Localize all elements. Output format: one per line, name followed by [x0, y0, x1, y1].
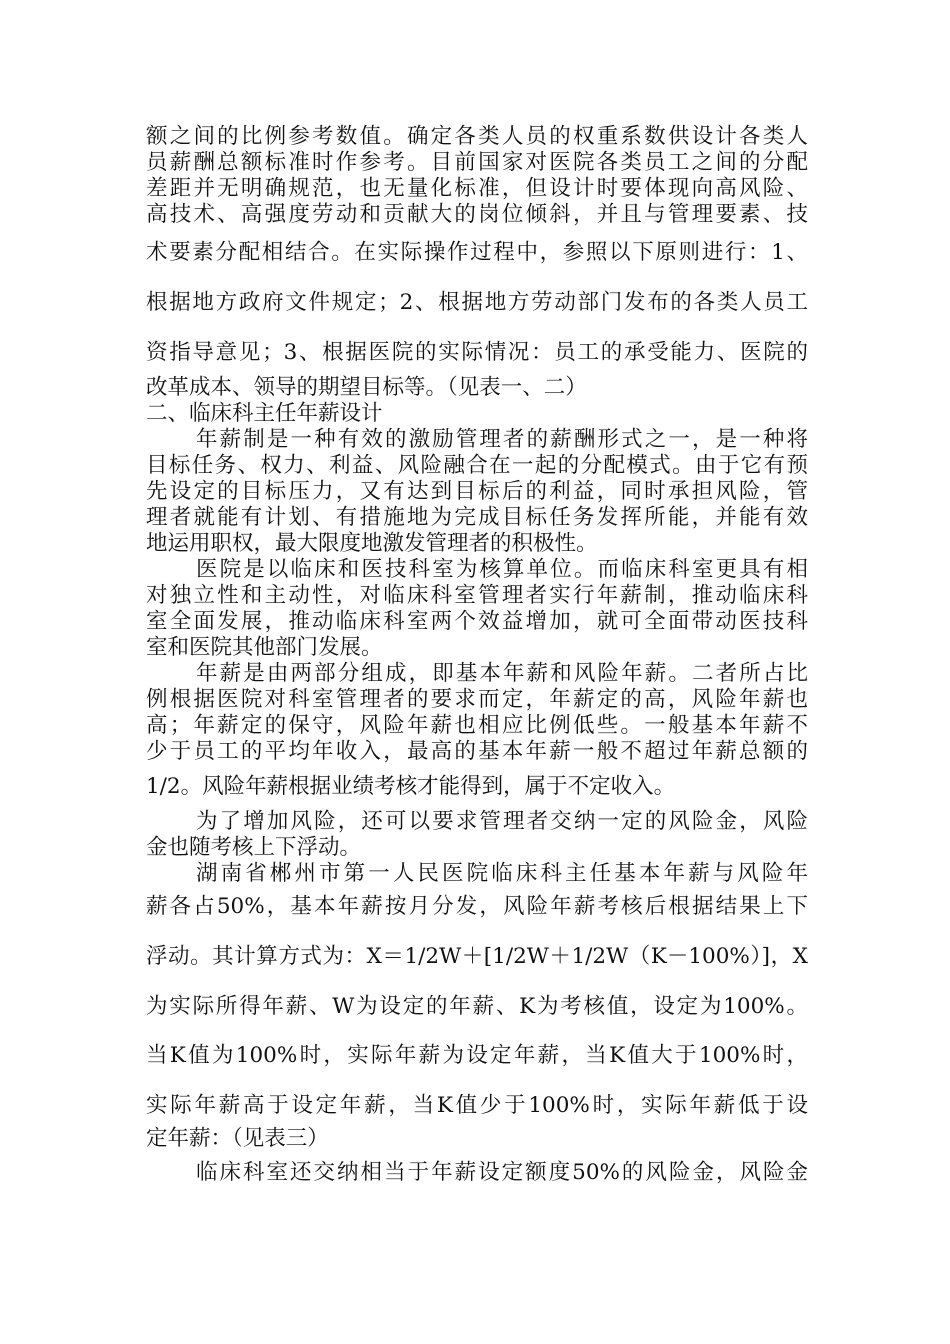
- text-line: 为了增加风险，还可以要求管理者交纳一定的风险金，风险: [196, 809, 808, 834]
- text-line: 差距并无明确规范，也无量化标准，但设计时要体现向高风险、: [146, 176, 808, 201]
- text-line: 实际年薪高于设定年薪，当K值少于100%时，实际年薪低于设: [146, 1093, 808, 1118]
- text-line: 为实际所得年薪、W为设定的年薪、K为考核值，设定为100%。: [146, 994, 808, 1019]
- text-line: 医院是以临床和医技科室为核算单位。而临床科室更具有相: [196, 557, 808, 582]
- text-line: 年薪制是一种有效的激励管理者的薪酬形式之一，是一种将: [196, 427, 808, 452]
- text-line: 年薪是由两部分组成，即基本年薪和风险年薪。二者所占比: [196, 661, 808, 686]
- text-line: 高技术、高强度劳动和贡献大的岗位倾斜，并且与管理要素、技: [146, 202, 808, 227]
- text-line: 定年薪：（见表三）: [146, 1126, 329, 1151]
- text-line: 对独立性和主动性，对临床科室管理者实行年薪制，推动临床科: [146, 583, 808, 608]
- text-line: 临床科室还交纳相当于年薪设定额度50%的风险金，风险金: [196, 1160, 808, 1185]
- text-line: 湖南省郴州市第一人民医院临床科主任基本年薪与风险年: [196, 861, 808, 886]
- text-line: 根据地方政府文件规定；2、根据地方劳动部门发布的各类人员工: [146, 290, 808, 315]
- text-line: 目标任务、权力、利益、风险融合在一起的分配模式。由于它有预: [146, 453, 808, 478]
- text-line: 1/2。风险年薪根据业绩考核才能得到，属于不定收入。: [146, 774, 676, 799]
- text-line: 地运用职权，最大限度地激发管理者的积极性。: [146, 531, 598, 556]
- text-line: 金也随考核上下浮动。: [146, 835, 362, 860]
- text-line: 资指导意见；3、根据医院的实际情况：员工的承受能力、医院的: [146, 340, 808, 365]
- text-line: 室和医院其他部门发展。: [146, 635, 383, 660]
- text-line: 薪各占50%，基本年薪按月分发，风险年薪考核后根据结果上下: [146, 894, 808, 919]
- text-line: 当K值为100%时，实际年薪为设定年薪，当K值大于100%时，: [146, 1043, 808, 1068]
- text-line: 先设定的目标压力，又有达到目标后的利益，同时承担风险，管: [146, 479, 808, 504]
- text-line: 例根据医院对科室管理者的要求而定，年薪定的高，风险年薪也: [146, 687, 808, 712]
- text-line: 室全面发展，推动临床科室两个效益增加，就可全面带动医技科: [146, 609, 808, 634]
- text-line: 术要素分配相结合。在实际操作过程中，参照以下原则进行：1、: [146, 240, 808, 265]
- section-heading: 二、临床科主任年薪设计: [146, 401, 383, 426]
- text-line: 改革成本、领导的期望目标等。（见表一、二）: [146, 375, 587, 400]
- text-line: 高；年薪定的保守，风险年薪也相应比例低些。一般基本年薪不: [146, 713, 808, 738]
- text-line: 理者就能有计划、有措施地为完成目标任务发挥所能，并能有效: [146, 505, 808, 530]
- text-line: 员薪酬总额标准时作参考。目前国家对医院各类员工之间的分配: [146, 150, 808, 175]
- text-line: 浮动。其计算方式为：X＝1/2W＋[1/2W＋1/2W（K－100%）]，X: [146, 944, 808, 969]
- text-line: 额之间的比例参考数值。确定各类人员的权重系数供设计各类人: [146, 124, 808, 149]
- text-line: 少于员工的平均年收入，最高的基本年薪一般不超过年薪总额的: [146, 739, 808, 764]
